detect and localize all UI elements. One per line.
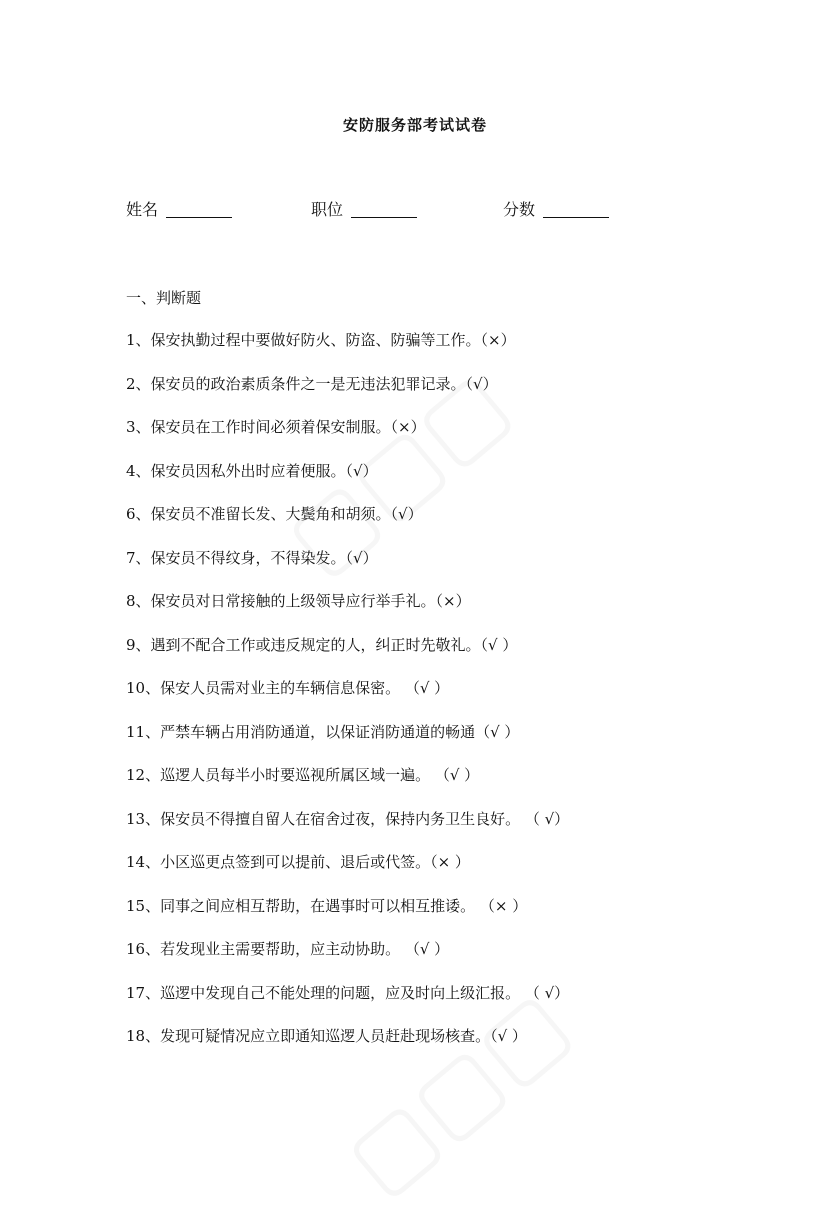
score-blank[interactable] bbox=[543, 201, 609, 218]
name-field[interactable] bbox=[126, 197, 232, 220]
score-label: 分数 bbox=[503, 200, 536, 219]
question-item: 8、保安员对日常接触的上级领导应行举手礼。（×） bbox=[126, 592, 471, 610]
position-field[interactable] bbox=[311, 197, 417, 220]
question-item: 9、遇到不配合工作或违反规定的人，纠正时先敬礼。（√ ） bbox=[126, 635, 518, 654]
question-item: 15、同事之间应相互帮助，在遇事时可以相互推诿。 （× ） bbox=[126, 896, 528, 915]
question-item: 10、保安人员需对业主的车辆信息保密。 （√ ） bbox=[126, 679, 450, 697]
question-item: 18、发现可疑情况应立即通知巡逻人员赶赴现场核查。（√ ） bbox=[126, 1027, 527, 1045]
question-item: 13、保安员不得擅自留人在宿舍过夜，保持内务卫生良好。 （ √） bbox=[126, 809, 570, 828]
question-item: 12、巡逻人员每半小时要巡视所属区域一遍。 （√ ） bbox=[126, 766, 480, 784]
position-blank[interactable] bbox=[351, 201, 417, 218]
name-blank[interactable] bbox=[166, 201, 232, 218]
question-item: 6、保安员不准留长发、大鬓角和胡须。（√） bbox=[126, 505, 423, 523]
question-item: 3、保安员在工作时间必须着保安制服。（×） bbox=[126, 418, 426, 436]
question-item: 4、保安员因私外出时应着便服。（√） bbox=[126, 461, 378, 480]
name-label: 姓名 bbox=[126, 200, 159, 219]
question-list bbox=[126, 327, 806, 1067]
position-label: 职位 bbox=[311, 200, 344, 219]
score-field[interactable] bbox=[503, 197, 609, 220]
question-item: 2、保安员的政治素质条件之一是无违法犯罪记录。（√） bbox=[126, 374, 498, 393]
page-title: 安防服务部考试试卷 bbox=[342, 116, 487, 134]
info-fields bbox=[0, 197, 830, 223]
question-item: 14、小区巡更点签到可以提前、退后或代签。（× ） bbox=[126, 853, 470, 871]
section-title: 一、判断题 bbox=[126, 289, 202, 307]
question-item: 1、保安执勤过程中要做好防火、防盗、防骗等工作。（×） bbox=[126, 331, 516, 349]
question-item: 7、保安员不得纹身，不得染发。（√） bbox=[126, 548, 378, 567]
question-item: 11、严禁车辆占用消防通道，以保证消防通道的畅通（√ ） bbox=[126, 722, 520, 741]
question-item: 16、若发现业主需要帮助，应主动协助。 （√ ） bbox=[126, 940, 450, 958]
question-item: 17、巡逻中发现自己不能处理的问题，应及时向上级汇报。 （ √） bbox=[126, 983, 570, 1002]
